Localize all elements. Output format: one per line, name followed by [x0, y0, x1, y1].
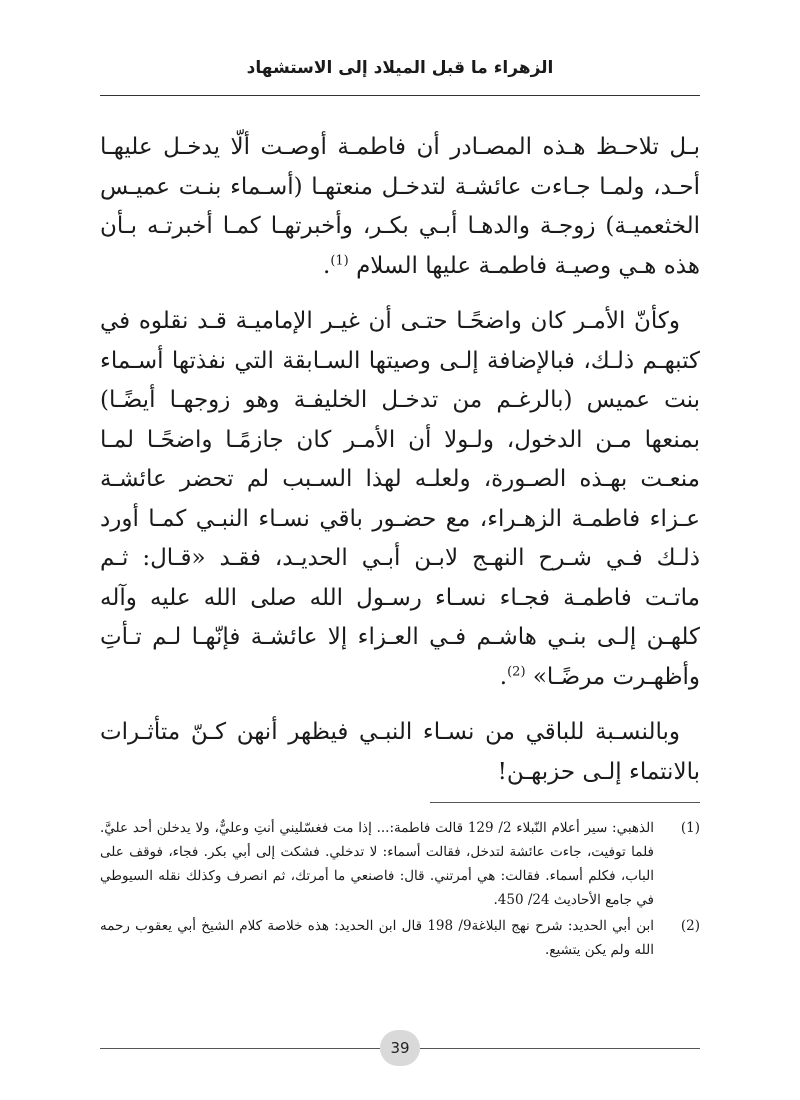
footer-rule-left [100, 1048, 380, 1049]
header-rule [100, 95, 700, 96]
paragraph-1-end: . [323, 252, 331, 279]
footnote-text: ابن أبي الحديد: شرح نهج البلاغة9/ 198 قال ابن الحديد: هذه خلاصة كلام الشيخ أبي يعقوب رحمه الله ولم يكن يتشيع. [100, 918, 654, 958]
footnote-number: (2) [680, 918, 700, 934]
running-header: الزهراء ما قبل الميلاد إلى الاستشهاد [246, 58, 554, 78]
footnotes [100, 816, 700, 964]
paragraph-1-text: بـل تلاحـظ هـذه المصـادر أن فاطمـة أوصـت ألّا يدخـل عليهـا أحـد، ولمـا جـاءت عائشـة لتدخـل منعتهـا (أسـماء بنـت عميـس الخثعميـة) زوجـة والدهـا أبـي بكـر، وأخبرتهـا كمـا أخبرتـه بـأن هذه هـي وصيـة فاطمـة عليها السلام [100, 134, 700, 279]
footnote-ref-2[interactable]: (2) [507, 663, 526, 679]
footnote-ref-1[interactable]: (1) [330, 252, 349, 268]
footnote-1 [100, 816, 700, 912]
footer-rule-right [420, 1048, 700, 1049]
page-number-badge: 39 [380, 1030, 420, 1066]
body-text [100, 128, 700, 808]
paragraph-2-text: وكأنّ الأمـر كان واضحًـا حتـى أن غيـر الإماميـة قـد نقلوه في كتبهـم ذلـك، فبالإضافة إلـى وصيتها السـابقة التي نفذتها أسـماء بنت عميس (بالرغـم من تدخـل الخليفـة وهو زوجهـا أيضًـا) بمنعها مـن الدخول، ولـولا أن الأمـر كان جازمًـا واضحًـا لمـا منعـت بهـذه الصـورة، ولعلـه لهذا السـبب لم تحضر عائشـة عـزاء فاطمـة الزهـراء، مع حضـور باقي نسـاء النبـي كمـا أورد ذلـك فـي شـرح النهـج لابـن أبـي الحديـد، فقـد «قـال: ثـم ماتـت فاطمـة فجـاء نسـاء رسـول الله صلى الله عليه وآله كلهـن إلـى بنـي هاشـم فـي العـزاء إلا عائشـة فإنّهـا لـم تـأتِ وأظهـرت مرضًـا» [100, 308, 700, 690]
footnote-separator [430, 802, 700, 803]
paragraph-2 [100, 302, 700, 697]
paragraph-2-end: . [499, 663, 508, 690]
paragraph-3 [100, 713, 700, 792]
paragraph-3-text: وبالنسـبة للباقي من نسـاء النبـي فيظهر أنهن كـنّ متأثـرات بالانتماء إلـى حزبهـن! [100, 719, 700, 785]
footnote-text: الذهبي: سير أعلام النّبلاء 2/ 129 قالت فاطمة:... إذا مت فغسّليني أنتِ وعليٌّ، ولا يدخلن أحد عليَّ. فلما توفيت، جاءت عائشة لتدخل، فقالت أسماء: لا تدخلي. فشكت إلى أبي بكر. فجاء، فوقف على الباب، فكلم أسماء. فقالت: هي أمرتني. قال: فاصنعي ما أمرتك، ثم انصرف وكذلك نقله السيوطي في جامع الأحاديث 24/ 450. [100, 820, 655, 908]
footnote-2 [100, 914, 700, 962]
footnote-number: (1) [680, 820, 700, 836]
paragraph-1 [100, 128, 700, 286]
